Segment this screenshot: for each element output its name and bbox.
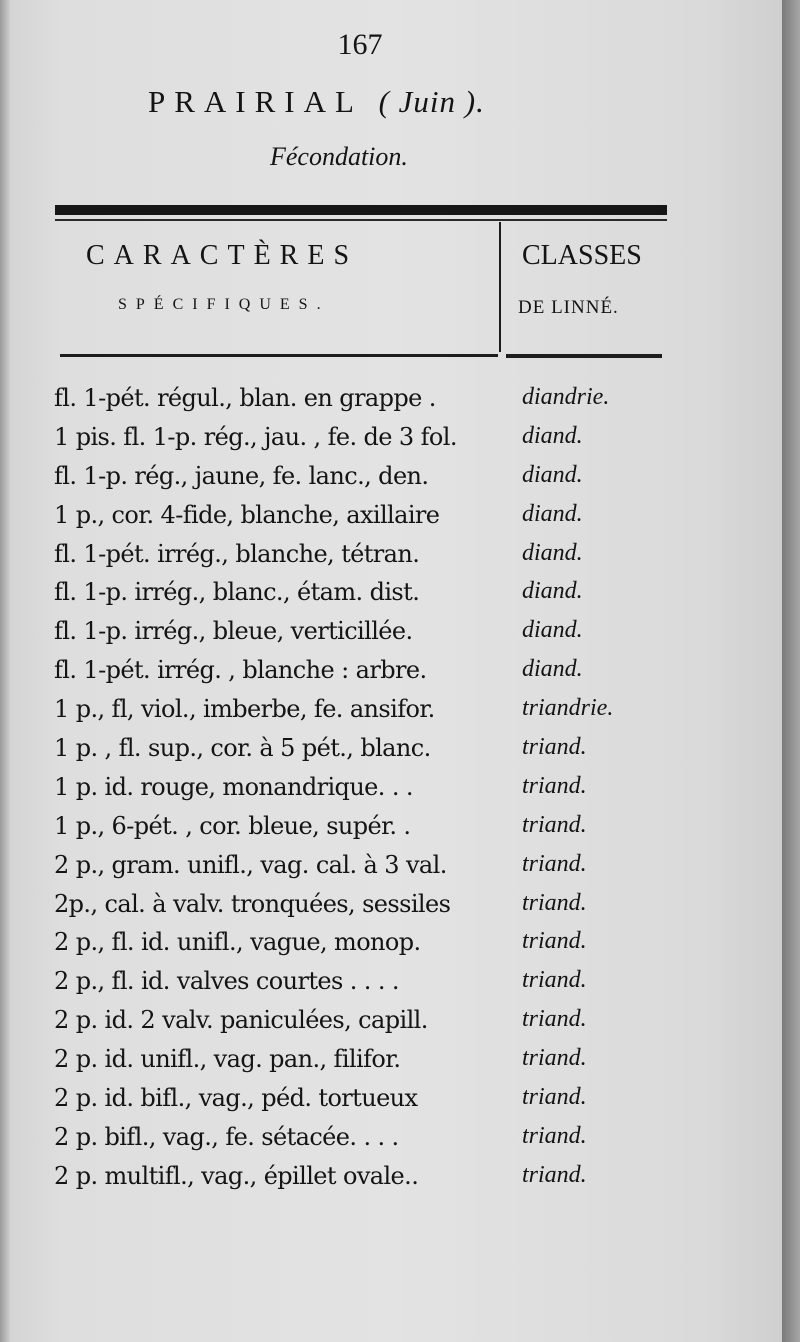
title-main: PRAIRIAL bbox=[148, 84, 362, 119]
table-row bbox=[54, 851, 694, 890]
spec-cell: 1 p., 6-pét. , cor. bleue, supér. . bbox=[54, 811, 411, 840]
spec-cell: 2 p. id. bifl., vag., péd. tortueux bbox=[54, 1084, 418, 1113]
table-row bbox=[54, 462, 694, 501]
spec-cell: 1 p. , fl. sup., cor. à 5 pét., blanc. bbox=[54, 734, 431, 763]
spec-cell: 2 p., gram. unifl., vag. cal. à 3 val. bbox=[54, 850, 447, 879]
class-cell: triand. bbox=[522, 889, 587, 916]
column-rule-left bbox=[60, 354, 498, 357]
title-month: ( Juin ). bbox=[378, 84, 485, 119]
table-row bbox=[54, 1006, 694, 1045]
table-row bbox=[54, 384, 694, 423]
table-body bbox=[54, 384, 694, 1201]
column-header-right-line1: CLASSES bbox=[522, 240, 642, 271]
table-row bbox=[54, 1045, 694, 1084]
table-row bbox=[54, 1162, 694, 1201]
column-header-left-line1: CARACTÈRES bbox=[86, 240, 359, 271]
class-cell: triand. bbox=[522, 1006, 587, 1033]
spec-cell: fl. 1-pét. irrég. , blanche : arbre. bbox=[54, 656, 427, 685]
table-row bbox=[54, 967, 694, 1006]
spec-cell: fl. 1-p. irrég., bleue, verticillée. bbox=[54, 617, 413, 646]
spec-cell: 2 p., fl. id. valves courtes . . . . bbox=[54, 967, 399, 996]
spec-cell: fl. 1-p. rég., jaune, fe. lanc., den. bbox=[54, 461, 429, 490]
header-rule-thin bbox=[55, 219, 667, 221]
class-cell: triand. bbox=[522, 1122, 587, 1149]
spec-cell: 1 p., fl, viol., imberbe, fe. ansifor. bbox=[54, 695, 435, 724]
class-cell: triand. bbox=[522, 811, 587, 838]
page-subtitle: Fécondation. bbox=[270, 142, 408, 171]
table-row bbox=[54, 928, 694, 967]
table-row bbox=[54, 540, 694, 579]
column-header-right-line2: DE LINNÉ. bbox=[518, 297, 619, 318]
page-number: 167 bbox=[337, 28, 383, 61]
table-row bbox=[54, 734, 694, 773]
spec-cell: 2 p. multifl., vag., épillet ovale.. bbox=[54, 1161, 419, 1190]
table-row bbox=[54, 890, 694, 929]
table-row bbox=[54, 1123, 694, 1162]
table-row bbox=[54, 656, 694, 695]
table-row bbox=[54, 501, 694, 540]
class-cell: diand. bbox=[522, 656, 583, 683]
table-row bbox=[54, 695, 694, 734]
class-cell: diandrie. bbox=[522, 384, 610, 410]
table-row bbox=[54, 578, 694, 617]
class-cell: diand. bbox=[522, 422, 583, 449]
class-cell: triand. bbox=[522, 1084, 587, 1111]
spec-cell: 2 p. id. 2 valv. paniculées, capill. bbox=[54, 1006, 428, 1035]
class-cell: diand. bbox=[522, 539, 583, 566]
column-rule-right bbox=[506, 354, 662, 358]
page-spine-shadow bbox=[0, 0, 10, 1342]
spec-cell: fl. 1-pét. régul., blan. en grappe . bbox=[54, 384, 436, 412]
table-row bbox=[54, 1084, 694, 1123]
spec-cell: 1 p., cor. 4-fide, blanche, axillaire bbox=[54, 500, 440, 529]
spec-cell: 2 p., fl. id. unifl., vague, monop. bbox=[54, 928, 421, 957]
class-cell: triandrie. bbox=[522, 695, 614, 722]
table-row bbox=[54, 812, 694, 851]
table-row bbox=[54, 423, 694, 462]
spec-cell: 1 p. id. rouge, monandrique. . . bbox=[54, 772, 413, 801]
class-cell: triand. bbox=[522, 1045, 587, 1072]
page-title bbox=[148, 84, 485, 120]
page-edge-shadow bbox=[782, 0, 800, 1342]
class-cell: triand. bbox=[522, 967, 587, 994]
column-header-left-line2: SPÉCIFIQUES. bbox=[118, 296, 330, 313]
spec-cell: 2 p. bifl., vag., fe. sétacée. . . . bbox=[54, 1122, 399, 1151]
spec-cell: fl. 1-pét. irrég., blanche, tétran. bbox=[54, 539, 420, 568]
class-cell: diand. bbox=[522, 578, 583, 605]
spec-cell: 2p., cal. à valv. tronquées, sessiles bbox=[54, 889, 451, 918]
class-cell: diand. bbox=[522, 461, 583, 488]
class-cell: triand. bbox=[522, 772, 587, 799]
table-row bbox=[54, 773, 694, 812]
class-cell: triand. bbox=[522, 928, 587, 955]
class-cell: triand. bbox=[522, 1161, 587, 1188]
class-cell: diand. bbox=[522, 617, 583, 644]
spec-cell: 1 pis. fl. 1-p. rég., jau. , fe. de 3 fol. bbox=[54, 422, 457, 451]
column-divider bbox=[499, 222, 501, 352]
header-rule-thick bbox=[55, 205, 667, 215]
class-cell: triand. bbox=[522, 734, 587, 761]
class-cell: triand. bbox=[522, 850, 587, 877]
class-cell: diand. bbox=[522, 500, 583, 527]
spec-cell: fl. 1-p. irrég., blanc., étam. dist. bbox=[54, 578, 420, 607]
table-row bbox=[54, 617, 694, 656]
spec-cell: 2 p. id. unifl., vag. pan., filifor. bbox=[54, 1045, 401, 1074]
